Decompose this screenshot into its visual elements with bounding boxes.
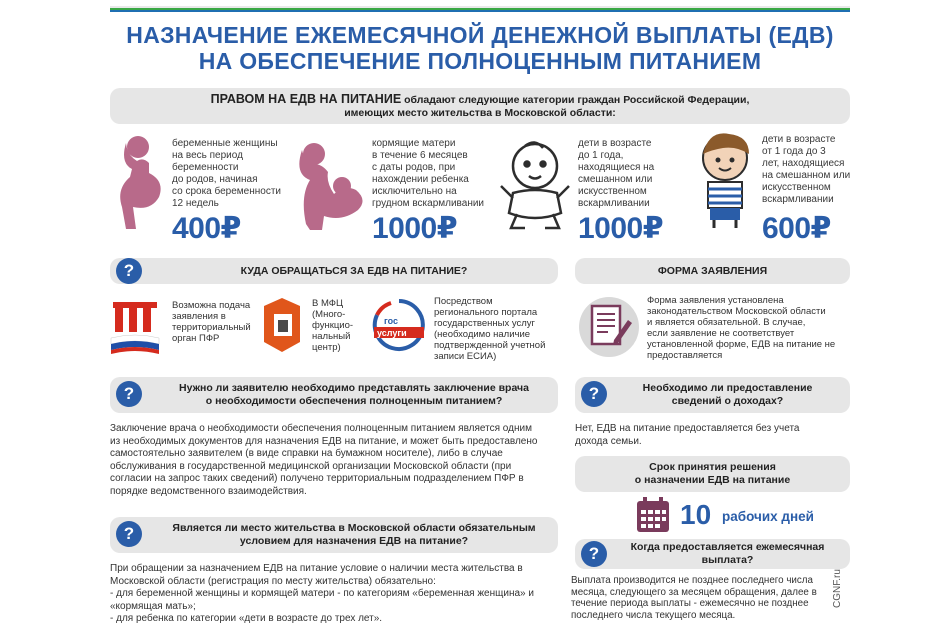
category-pregnant-text: беременные женщины на весь период беременности до родов, начиная со срока беременности 12 недель <box>172 138 282 209</box>
residence-question-banner: Является ли место жительства в Московской области обязательным условием для назначения ЕДВ на питание? <box>110 517 558 553</box>
gosuslugi-logo-icon <box>370 298 428 352</box>
where-portal-text: Посредством регионального портала государственных услуг (необходимо наличие подтвержденной учетной записи ЕСИА) <box>434 296 546 362</box>
decision-days-number: 10 <box>680 499 712 530</box>
payment-answer-text: Выплата производится не позднее последнего числа месяца, следующего за месяцем обращения, далее в течение периода выплаты - ежемесячно не позднее последнего числа текущего месяца. <box>571 575 817 621</box>
category-infant-amount: 1000₽ <box>578 212 664 245</box>
question-icon: ? <box>116 381 142 407</box>
baby-icon <box>495 138 575 233</box>
child-boy-icon <box>690 132 760 232</box>
residence-answer-text: При обращении за назначением ЕДВ на питание условие о наличии места жительства в Московской области (регистрация по месту жительства) обязательно: - для беременной женщины и кормящей матери - по категориям «беременная женщина» и «кормящая мать»; - для ребенка по категории «дети в возрасте до трех лет». <box>110 563 534 624</box>
svg-text:гос: гос <box>384 316 399 326</box>
where-pfr-text: Возможна подача заявления в территориальный орган ПФР <box>172 300 251 344</box>
breastfeeding-mother-icon <box>292 136 367 232</box>
category-infant-text: дети в возрасте до 1 года, находящиеся на смешанном или искусственном вскармливании <box>578 138 655 209</box>
question-icon: ? <box>116 258 142 284</box>
decision-days-unit: рабочих дней <box>722 509 814 524</box>
application-form-icon <box>578 296 640 358</box>
category-mother-text: кормящие матери в течение 6 месяцев с даты родов, при нахождении ребенка исключительно на грудном вскармливании <box>372 138 485 209</box>
payment-question-banner: Когда предоставляется ежемесячная выплата? <box>575 539 850 569</box>
pregnant-woman-icon <box>112 133 167 233</box>
source-label: CGNF.ru <box>832 569 843 608</box>
question-icon: ? <box>581 541 607 567</box>
question-icon: ? <box>581 381 607 407</box>
where-mfc-text: В МФЦ (Много- функцио- нальный центр) <box>312 298 354 353</box>
where-banner: КУДА ОБРАЩАТЬСЯ ЗА ЕДВ НА ПИТАНИЕ? <box>110 258 558 284</box>
doctor-question-banner: Нужно ли заявителю необходимо представлять заключение врача о необходимости обеспечения полноценным питанием? <box>110 377 558 413</box>
form-text: Форма заявления установлена законодательством Московской области и является обязательной. В случае, если заявление не соответствует установленной форме, ЕДВ на питание не предоставляется <box>647 295 836 361</box>
mfc-logo-icon <box>260 296 306 354</box>
intro-banner: ПРАВОМ НА ЕДВ НА ПИТАНИЕ обладают следующие категории граждан Российской Федерации, имеющих место жительства в Московской области: <box>110 88 850 124</box>
category-toddler-text: дети в возрасте от 1 года до 3 лет, находящиеся на смешанном или искусственном вскармливании <box>762 134 851 205</box>
doctor-answer-text: Заключение врача о необходимости обеспечения полноценным питанием является одним из необходимых документов для назначения ЕДВ на питание, и может быть предоставлено самостоятельно заявителем (в виде справки на бумажном носителе), либо в случае обслуживания в государственной медицинской организации Московской области (при согласии на запрос таких сведений) получено территориальным подразделением ПФР в порядке ведомственного взаимодействия. <box>110 423 538 497</box>
category-pregnant-amount: 400₽ <box>172 212 241 245</box>
pfr-logo-icon <box>105 296 165 356</box>
decision-banner: Срок принятия решения о назначении ЕДВ на питание <box>575 456 850 492</box>
income-question-banner: Необходимо ли предоставление сведений о доходах? <box>575 377 850 413</box>
top-stripe <box>110 6 850 12</box>
question-icon: ? <box>116 521 142 547</box>
form-banner: ФОРМА ЗАЯВЛЕНИЯ <box>575 258 850 284</box>
category-mother-amount: 1000₽ <box>372 212 458 245</box>
svg-text:услуги: услуги <box>377 328 407 338</box>
income-answer-text: Нет, ЕДВ на питание предоставляется без учета дохода семьи. <box>575 423 800 447</box>
calendar-icon <box>635 496 671 534</box>
category-toddler-amount: 600₽ <box>762 212 831 245</box>
page-title: НАЗНАЧЕНИЕ ЕЖЕМЕСЯЧНОЙ ДЕНЕЖНОЙ ВЫПЛАТЫ (ЕДВ) НА ОБЕСПЕЧЕНИЕ ПОЛНОЦЕННЫМ ПИТАНИЕМ <box>126 22 834 74</box>
